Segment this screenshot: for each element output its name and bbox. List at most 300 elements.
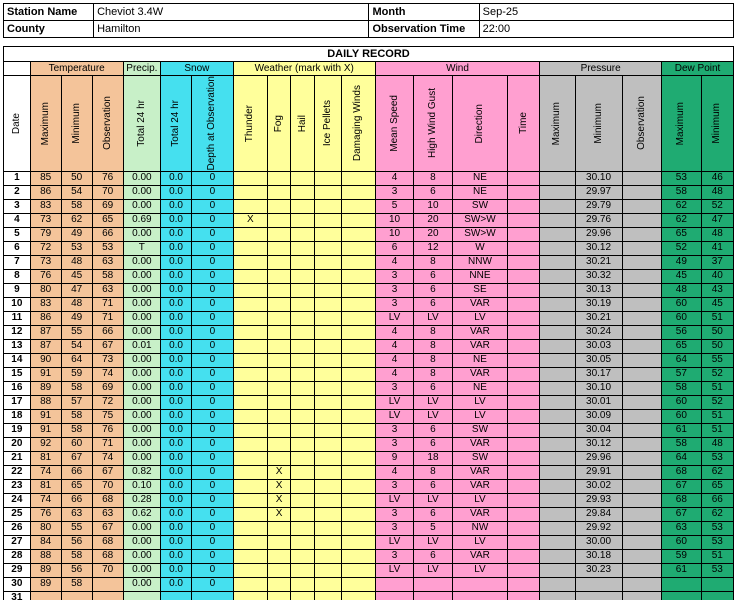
- cell-dew-minimum[interactable]: 50: [701, 339, 733, 353]
- cell-pressure-maximum[interactable]: [540, 171, 575, 185]
- cell-high-wind-gust[interactable]: LV: [414, 563, 452, 577]
- cell-precip-total-24hr[interactable]: 0.00: [123, 227, 160, 241]
- cell-fog[interactable]: [267, 437, 291, 451]
- cell-temp-minimum[interactable]: 56: [61, 563, 92, 577]
- cell-dew-maximum[interactable]: 62: [662, 213, 702, 227]
- cell-pressure-minimum[interactable]: 30.09: [575, 409, 622, 423]
- cell-pressure-minimum[interactable]: 29.93: [575, 493, 622, 507]
- cell-mean-speed[interactable]: 3: [375, 269, 413, 283]
- cell-high-wind-gust[interactable]: 8: [414, 367, 452, 381]
- cell-high-wind-gust[interactable]: [414, 577, 452, 591]
- cell-damaging-winds[interactable]: [341, 493, 375, 507]
- cell-wind-direction[interactable]: SW>W: [452, 227, 508, 241]
- cell-ice-pellets[interactable]: [314, 297, 341, 311]
- cell-snow-depth[interactable]: 0: [192, 563, 234, 577]
- cell-snow-depth[interactable]: 0: [192, 367, 234, 381]
- cell-mean-speed[interactable]: 4: [375, 353, 413, 367]
- cell-wind-direction[interactable]: NW: [452, 521, 508, 535]
- cell-high-wind-gust[interactable]: 18: [414, 451, 452, 465]
- cell-snow-total-24hr[interactable]: 0.0: [161, 479, 192, 493]
- cell-pressure-observation[interactable]: [622, 381, 662, 395]
- cell-damaging-winds[interactable]: [341, 353, 375, 367]
- cell-pressure-observation[interactable]: [622, 353, 662, 367]
- cell-temp-maximum[interactable]: 89: [30, 577, 61, 591]
- cell-wind-time[interactable]: [508, 241, 540, 255]
- cell-temp-observation[interactable]: 71: [92, 297, 123, 311]
- cell-pressure-minimum[interactable]: [575, 591, 622, 600]
- cell-temp-minimum[interactable]: 55: [61, 325, 92, 339]
- cell-precip-total-24hr[interactable]: 0.00: [123, 409, 160, 423]
- cell-high-wind-gust[interactable]: LV: [414, 535, 452, 549]
- cell-temp-observation[interactable]: 68: [92, 493, 123, 507]
- cell-wind-time[interactable]: [508, 199, 540, 213]
- cell-ice-pellets[interactable]: [314, 577, 341, 591]
- cell-thunder[interactable]: [233, 325, 267, 339]
- cell-pressure-maximum[interactable]: [540, 479, 575, 493]
- cell-wind-direction[interactable]: VAR: [452, 479, 508, 493]
- cell-pressure-observation[interactable]: [622, 591, 662, 600]
- cell-pressure-minimum[interactable]: 29.92: [575, 521, 622, 535]
- cell-wind-direction[interactable]: VAR: [452, 325, 508, 339]
- cell-snow-total-24hr[interactable]: 0.0: [161, 451, 192, 465]
- cell-dew-minimum[interactable]: 45: [701, 297, 733, 311]
- cell-hail[interactable]: [291, 297, 315, 311]
- cell-damaging-winds[interactable]: [341, 465, 375, 479]
- cell-dew-maximum[interactable]: 58: [662, 437, 702, 451]
- cell-fog[interactable]: X: [267, 493, 291, 507]
- cell-precip-total-24hr[interactable]: 0.00: [123, 325, 160, 339]
- cell-hail[interactable]: [291, 493, 315, 507]
- cell-temp-minimum[interactable]: 63: [61, 507, 92, 521]
- cell-temp-maximum[interactable]: 88: [30, 549, 61, 563]
- cell-snow-total-24hr[interactable]: 0.0: [161, 423, 192, 437]
- cell-thunder[interactable]: [233, 339, 267, 353]
- cell-pressure-minimum[interactable]: 30.12: [575, 437, 622, 451]
- cell-mean-speed[interactable]: LV: [375, 535, 413, 549]
- cell-temp-minimum[interactable]: 58: [61, 549, 92, 563]
- cell-fog[interactable]: [267, 353, 291, 367]
- cell-ice-pellets[interactable]: [314, 521, 341, 535]
- cell-wind-time[interactable]: [508, 549, 540, 563]
- cell-wind-direction[interactable]: LV: [452, 395, 508, 409]
- cell-snow-depth[interactable]: 0: [192, 507, 234, 521]
- cell-fog[interactable]: [267, 451, 291, 465]
- cell-wind-direction[interactable]: VAR: [452, 549, 508, 563]
- county-value[interactable]: Hamilton: [94, 21, 369, 38]
- cell-wind-direction[interactable]: VAR: [452, 339, 508, 353]
- cell-dew-maximum[interactable]: 63: [662, 521, 702, 535]
- cell-high-wind-gust[interactable]: 8: [414, 171, 452, 185]
- cell-temp-minimum[interactable]: 54: [61, 185, 92, 199]
- cell-temp-minimum[interactable]: 49: [61, 227, 92, 241]
- cell-snow-total-24hr[interactable]: 0.0: [161, 577, 192, 591]
- cell-temp-maximum[interactable]: 83: [30, 297, 61, 311]
- cell-thunder[interactable]: [233, 269, 267, 283]
- cell-dew-maximum[interactable]: 64: [662, 353, 702, 367]
- cell-temp-minimum[interactable]: 55: [61, 521, 92, 535]
- cell-precip-total-24hr[interactable]: 0.00: [123, 395, 160, 409]
- cell-high-wind-gust[interactable]: 6: [414, 297, 452, 311]
- cell-temp-maximum[interactable]: 88: [30, 395, 61, 409]
- cell-snow-depth[interactable]: 0: [192, 549, 234, 563]
- cell-temp-maximum[interactable]: 91: [30, 409, 61, 423]
- cell-snow-total-24hr[interactable]: 0.0: [161, 241, 192, 255]
- cell-snow-total-24hr[interactable]: 0.0: [161, 255, 192, 269]
- cell-wind-time[interactable]: [508, 591, 540, 600]
- cell-damaging-winds[interactable]: [341, 577, 375, 591]
- cell-pressure-maximum[interactable]: [540, 311, 575, 325]
- cell-snow-total-24hr[interactable]: 0.0: [161, 395, 192, 409]
- cell-wind-time[interactable]: [508, 283, 540, 297]
- cell-mean-speed[interactable]: LV: [375, 563, 413, 577]
- cell-ice-pellets[interactable]: [314, 199, 341, 213]
- cell-snow-depth[interactable]: [192, 591, 234, 600]
- cell-temp-minimum[interactable]: 60: [61, 437, 92, 451]
- cell-temp-maximum[interactable]: 87: [30, 325, 61, 339]
- cell-precip-total-24hr[interactable]: 0.00: [123, 367, 160, 381]
- cell-dew-maximum[interactable]: 60: [662, 409, 702, 423]
- cell-snow-total-24hr[interactable]: 0.0: [161, 409, 192, 423]
- cell-temp-maximum[interactable]: 81: [30, 479, 61, 493]
- cell-precip-total-24hr[interactable]: 0.00: [123, 423, 160, 437]
- cell-hail[interactable]: [291, 465, 315, 479]
- cell-temp-maximum[interactable]: 81: [30, 451, 61, 465]
- cell-snow-depth[interactable]: 0: [192, 311, 234, 325]
- cell-pressure-minimum[interactable]: 29.84: [575, 507, 622, 521]
- cell-fog[interactable]: [267, 199, 291, 213]
- cell-dew-maximum[interactable]: 60: [662, 535, 702, 549]
- cell-precip-total-24hr[interactable]: 0.01: [123, 339, 160, 353]
- cell-pressure-minimum[interactable]: 30.21: [575, 255, 622, 269]
- cell-pressure-maximum[interactable]: [540, 325, 575, 339]
- cell-ice-pellets[interactable]: [314, 171, 341, 185]
- cell-snow-total-24hr[interactable]: 0.0: [161, 269, 192, 283]
- cell-temp-maximum[interactable]: 73: [30, 255, 61, 269]
- cell-damaging-winds[interactable]: [341, 325, 375, 339]
- cell-pressure-observation[interactable]: [622, 423, 662, 437]
- cell-thunder[interactable]: [233, 395, 267, 409]
- cell-temp-minimum[interactable]: 58: [61, 423, 92, 437]
- cell-high-wind-gust[interactable]: LV: [414, 409, 452, 423]
- cell-dew-maximum[interactable]: 62: [662, 199, 702, 213]
- cell-pressure-maximum[interactable]: [540, 227, 575, 241]
- cell-temp-minimum[interactable]: 50: [61, 171, 92, 185]
- cell-high-wind-gust[interactable]: 6: [414, 549, 452, 563]
- cell-ice-pellets[interactable]: [314, 185, 341, 199]
- cell-precip-total-24hr[interactable]: 0.82: [123, 465, 160, 479]
- cell-pressure-maximum[interactable]: [540, 507, 575, 521]
- cell-pressure-minimum[interactable]: 29.96: [575, 227, 622, 241]
- cell-temp-minimum[interactable]: 62: [61, 213, 92, 227]
- cell-ice-pellets[interactable]: [314, 493, 341, 507]
- cell-ice-pellets[interactable]: [314, 227, 341, 241]
- cell-fog[interactable]: [267, 577, 291, 591]
- cell-fog[interactable]: [267, 563, 291, 577]
- cell-snow-depth[interactable]: 0: [192, 465, 234, 479]
- cell-pressure-observation[interactable]: [622, 269, 662, 283]
- cell-ice-pellets[interactable]: [314, 311, 341, 325]
- cell-dew-minimum[interactable]: 46: [701, 171, 733, 185]
- cell-ice-pellets[interactable]: [314, 437, 341, 451]
- cell-mean-speed[interactable]: 4: [375, 255, 413, 269]
- cell-dew-minimum[interactable]: 47: [701, 213, 733, 227]
- cell-fog[interactable]: [267, 535, 291, 549]
- cell-pressure-observation[interactable]: [622, 493, 662, 507]
- cell-pressure-minimum[interactable]: [575, 577, 622, 591]
- cell-temp-observation[interactable]: 67: [92, 465, 123, 479]
- cell-pressure-minimum[interactable]: 30.12: [575, 241, 622, 255]
- cell-hail[interactable]: [291, 311, 315, 325]
- cell-snow-total-24hr[interactable]: 0.0: [161, 311, 192, 325]
- cell-pressure-observation[interactable]: [622, 339, 662, 353]
- cell-dew-maximum[interactable]: 58: [662, 185, 702, 199]
- cell-wind-time[interactable]: [508, 521, 540, 535]
- cell-high-wind-gust[interactable]: 20: [414, 213, 452, 227]
- cell-snow-total-24hr[interactable]: 0.0: [161, 465, 192, 479]
- cell-dew-minimum[interactable]: 51: [701, 409, 733, 423]
- cell-pressure-maximum[interactable]: [540, 199, 575, 213]
- cell-precip-total-24hr[interactable]: 0.00: [123, 521, 160, 535]
- cell-hail[interactable]: [291, 185, 315, 199]
- cell-mean-speed[interactable]: 3: [375, 381, 413, 395]
- cell-precip-total-24hr[interactable]: 0.00: [123, 185, 160, 199]
- cell-snow-depth[interactable]: 0: [192, 171, 234, 185]
- cell-fog[interactable]: [267, 283, 291, 297]
- cell-temp-maximum[interactable]: 85: [30, 171, 61, 185]
- cell-pressure-maximum[interactable]: [540, 367, 575, 381]
- cell-snow-total-24hr[interactable]: 0.0: [161, 381, 192, 395]
- cell-temp-minimum[interactable]: 45: [61, 269, 92, 283]
- cell-dew-minimum[interactable]: 51: [701, 311, 733, 325]
- cell-fog[interactable]: [267, 367, 291, 381]
- cell-precip-total-24hr[interactable]: 0.00: [123, 283, 160, 297]
- cell-snow-depth[interactable]: 0: [192, 577, 234, 591]
- cell-wind-direction[interactable]: SE: [452, 283, 508, 297]
- cell-damaging-winds[interactable]: [341, 479, 375, 493]
- cell-dew-maximum[interactable]: 60: [662, 395, 702, 409]
- cell-pressure-observation[interactable]: [622, 437, 662, 451]
- cell-thunder[interactable]: [233, 227, 267, 241]
- cell-thunder[interactable]: [233, 507, 267, 521]
- cell-pressure-observation[interactable]: [622, 535, 662, 549]
- cell-precip-total-24hr[interactable]: 0.00: [123, 437, 160, 451]
- cell-dew-maximum[interactable]: 45: [662, 269, 702, 283]
- cell-precip-total-24hr[interactable]: 0.69: [123, 213, 160, 227]
- cell-snow-total-24hr[interactable]: 0.0: [161, 339, 192, 353]
- cell-mean-speed[interactable]: 3: [375, 185, 413, 199]
- cell-pressure-observation[interactable]: [622, 227, 662, 241]
- cell-snow-depth[interactable]: 0: [192, 339, 234, 353]
- cell-ice-pellets[interactable]: [314, 563, 341, 577]
- cell-high-wind-gust[interactable]: 6: [414, 185, 452, 199]
- cell-wind-direction[interactable]: LV: [452, 493, 508, 507]
- cell-damaging-winds[interactable]: [341, 339, 375, 353]
- cell-ice-pellets[interactable]: [314, 269, 341, 283]
- cell-thunder[interactable]: [233, 563, 267, 577]
- cell-ice-pellets[interactable]: [314, 283, 341, 297]
- cell-hail[interactable]: [291, 255, 315, 269]
- cell-dew-maximum[interactable]: 67: [662, 507, 702, 521]
- cell-hail[interactable]: [291, 241, 315, 255]
- cell-pressure-maximum[interactable]: [540, 213, 575, 227]
- cell-snow-total-24hr[interactable]: 0.0: [161, 563, 192, 577]
- cell-dew-minimum[interactable]: 48: [701, 227, 733, 241]
- cell-pressure-maximum[interactable]: [540, 255, 575, 269]
- cell-hail[interactable]: [291, 549, 315, 563]
- cell-snow-total-24hr[interactable]: 0.0: [161, 437, 192, 451]
- cell-fog[interactable]: [267, 227, 291, 241]
- cell-temp-maximum[interactable]: 74: [30, 493, 61, 507]
- cell-dew-minimum[interactable]: 43: [701, 283, 733, 297]
- cell-temp-maximum[interactable]: 74: [30, 465, 61, 479]
- cell-precip-total-24hr[interactable]: 0.00: [123, 535, 160, 549]
- cell-fog[interactable]: [267, 297, 291, 311]
- cell-temp-minimum[interactable]: 48: [61, 255, 92, 269]
- cell-pressure-observation[interactable]: [622, 241, 662, 255]
- cell-hail[interactable]: [291, 577, 315, 591]
- cell-dew-minimum[interactable]: 52: [701, 395, 733, 409]
- cell-ice-pellets[interactable]: [314, 339, 341, 353]
- cell-thunder[interactable]: [233, 423, 267, 437]
- cell-pressure-minimum[interactable]: 29.96: [575, 451, 622, 465]
- cell-dew-minimum[interactable]: 51: [701, 549, 733, 563]
- cell-damaging-winds[interactable]: [341, 549, 375, 563]
- cell-pressure-observation[interactable]: [622, 283, 662, 297]
- cell-dew-minimum[interactable]: 52: [701, 199, 733, 213]
- cell-dew-maximum[interactable]: 60: [662, 311, 702, 325]
- cell-high-wind-gust[interactable]: 6: [414, 507, 452, 521]
- cell-temp-minimum[interactable]: 65: [61, 479, 92, 493]
- cell-pressure-observation[interactable]: [622, 549, 662, 563]
- cell-mean-speed[interactable]: [375, 577, 413, 591]
- cell-precip-total-24hr[interactable]: 0.00: [123, 255, 160, 269]
- cell-pressure-observation[interactable]: [622, 185, 662, 199]
- cell-wind-time[interactable]: [508, 479, 540, 493]
- cell-temp-maximum[interactable]: 76: [30, 507, 61, 521]
- cell-damaging-winds[interactable]: [341, 451, 375, 465]
- cell-dew-maximum[interactable]: [662, 577, 702, 591]
- cell-dew-minimum[interactable]: 53: [701, 451, 733, 465]
- cell-wind-time[interactable]: [508, 423, 540, 437]
- cell-temp-observation[interactable]: 69: [92, 199, 123, 213]
- cell-mean-speed[interactable]: 3: [375, 283, 413, 297]
- cell-thunder[interactable]: [233, 591, 267, 600]
- cell-precip-total-24hr[interactable]: 0.00: [123, 381, 160, 395]
- cell-wind-direction[interactable]: SW: [452, 451, 508, 465]
- cell-dew-maximum[interactable]: 59: [662, 549, 702, 563]
- cell-temp-observation[interactable]: 74: [92, 367, 123, 381]
- cell-damaging-winds[interactable]: [341, 507, 375, 521]
- cell-fog[interactable]: [267, 339, 291, 353]
- cell-wind-time[interactable]: [508, 451, 540, 465]
- cell-pressure-minimum[interactable]: 30.10: [575, 171, 622, 185]
- cell-snow-depth[interactable]: 0: [192, 185, 234, 199]
- cell-wind-direction[interactable]: VAR: [452, 507, 508, 521]
- cell-fog[interactable]: [267, 409, 291, 423]
- cell-hail[interactable]: [291, 409, 315, 423]
- cell-wind-time[interactable]: [508, 577, 540, 591]
- cell-temp-observation[interactable]: [92, 577, 123, 591]
- cell-pressure-maximum[interactable]: [540, 395, 575, 409]
- cell-dew-minimum[interactable]: [701, 591, 733, 600]
- cell-wind-time[interactable]: [508, 493, 540, 507]
- cell-temp-minimum[interactable]: 48: [61, 297, 92, 311]
- cell-dew-maximum[interactable]: 65: [662, 227, 702, 241]
- cell-thunder[interactable]: [233, 367, 267, 381]
- cell-pressure-observation[interactable]: [622, 395, 662, 409]
- cell-precip-total-24hr[interactable]: 0.00: [123, 171, 160, 185]
- cell-pressure-maximum[interactable]: [540, 185, 575, 199]
- cell-temp-observation[interactable]: 66: [92, 227, 123, 241]
- cell-damaging-winds[interactable]: [341, 521, 375, 535]
- cell-temp-maximum[interactable]: 84: [30, 535, 61, 549]
- cell-pressure-observation[interactable]: [622, 577, 662, 591]
- cell-fog[interactable]: [267, 395, 291, 409]
- cell-snow-depth[interactable]: 0: [192, 227, 234, 241]
- cell-pressure-maximum[interactable]: [540, 493, 575, 507]
- cell-pressure-observation[interactable]: [622, 507, 662, 521]
- cell-damaging-winds[interactable]: [341, 423, 375, 437]
- cell-high-wind-gust[interactable]: 20: [414, 227, 452, 241]
- cell-wind-time[interactable]: [508, 311, 540, 325]
- cell-snow-depth[interactable]: 0: [192, 521, 234, 535]
- cell-dew-maximum[interactable]: 57: [662, 367, 702, 381]
- cell-precip-total-24hr[interactable]: 0.00: [123, 297, 160, 311]
- cell-dew-minimum[interactable]: 53: [701, 521, 733, 535]
- cell-temp-observation[interactable]: 67: [92, 339, 123, 353]
- cell-hail[interactable]: [291, 451, 315, 465]
- cell-precip-total-24hr[interactable]: 0.00: [123, 199, 160, 213]
- cell-pressure-minimum[interactable]: 30.10: [575, 381, 622, 395]
- cell-temp-observation[interactable]: 76: [92, 171, 123, 185]
- cell-thunder[interactable]: [233, 171, 267, 185]
- cell-pressure-minimum[interactable]: 30.21: [575, 311, 622, 325]
- cell-high-wind-gust[interactable]: LV: [414, 311, 452, 325]
- cell-precip-total-24hr[interactable]: 0.00: [123, 353, 160, 367]
- cell-snow-total-24hr[interactable]: 0.0: [161, 521, 192, 535]
- cell-thunder[interactable]: [233, 465, 267, 479]
- cell-mean-speed[interactable]: 4: [375, 339, 413, 353]
- cell-thunder[interactable]: [233, 381, 267, 395]
- cell-high-wind-gust[interactable]: LV: [414, 493, 452, 507]
- cell-dew-maximum[interactable]: 61: [662, 563, 702, 577]
- cell-wind-direction[interactable]: SW>W: [452, 213, 508, 227]
- cell-temp-minimum[interactable]: 49: [61, 311, 92, 325]
- cell-snow-total-24hr[interactable]: 0.0: [161, 297, 192, 311]
- cell-dew-minimum[interactable]: 66: [701, 493, 733, 507]
- cell-hail[interactable]: [291, 381, 315, 395]
- cell-wind-direction[interactable]: LV: [452, 563, 508, 577]
- cell-snow-depth[interactable]: 0: [192, 297, 234, 311]
- cell-temp-observation[interactable]: 53: [92, 241, 123, 255]
- cell-damaging-winds[interactable]: [341, 535, 375, 549]
- cell-fog[interactable]: X: [267, 507, 291, 521]
- cell-pressure-maximum[interactable]: [540, 563, 575, 577]
- cell-dew-maximum[interactable]: 68: [662, 493, 702, 507]
- cell-ice-pellets[interactable]: [314, 507, 341, 521]
- cell-pressure-minimum[interactable]: 30.13: [575, 283, 622, 297]
- cell-thunder[interactable]: [233, 283, 267, 297]
- cell-pressure-maximum[interactable]: [540, 465, 575, 479]
- cell-ice-pellets[interactable]: [314, 465, 341, 479]
- cell-dew-minimum[interactable]: 53: [701, 535, 733, 549]
- cell-wind-direction[interactable]: [452, 591, 508, 600]
- cell-wind-time[interactable]: [508, 185, 540, 199]
- cell-wind-direction[interactable]: VAR: [452, 465, 508, 479]
- cell-dew-minimum[interactable]: 65: [701, 479, 733, 493]
- cell-mean-speed[interactable]: 4: [375, 325, 413, 339]
- cell-hail[interactable]: [291, 437, 315, 451]
